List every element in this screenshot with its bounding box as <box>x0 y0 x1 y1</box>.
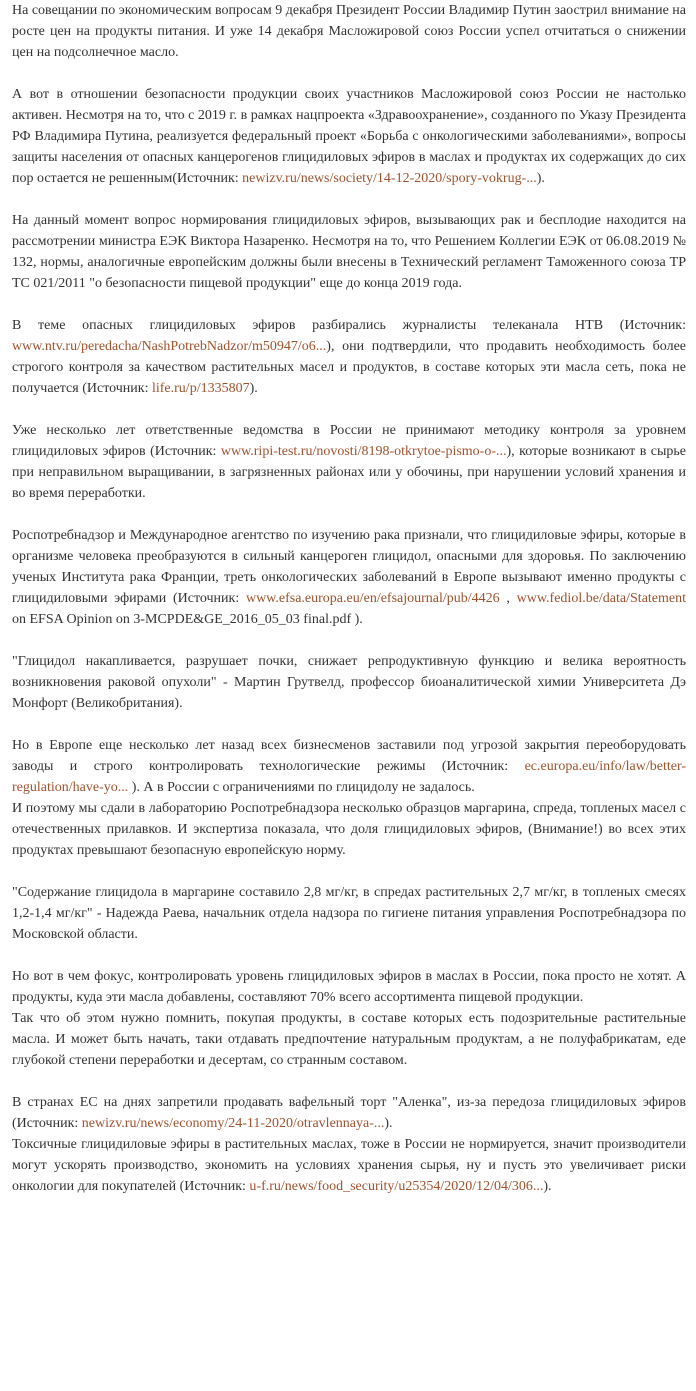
paragraph-text: Но вот в чем фокус, контролировать уровень глицидиловых эфиров в маслах в России, пока просто не хотят. А продукты, куда эти масла добавлены, составляют 70% всего ассортимента пищевой продукции. <box>12 969 686 1005</box>
source-link[interactable]: www.ripi-test.ru/novosti/8198-otkrytoe-pismo-o-... <box>220 444 507 459</box>
source-link[interactable]: www.efsa.europa.eu/en/efsajournal/pub/4426 <box>245 591 500 606</box>
paragraph-text: Токсичные глицидиловые эфиры в растительных маслах, тоже в России не нормируется, значит производители могут ускорять производство, экономить на условиях хранения сырья, ну и пусть это увеличивает риски онкологии для покупателей (Источник: <box>12 1137 686 1194</box>
paragraph-p1 <box>12 0 686 63</box>
paragraph-text: ). А в России с ограничениями по глицидолу не задалось. <box>128 780 475 795</box>
paragraph-text: ). <box>543 1179 552 1194</box>
paragraph-text: В теме опасных глицидиловых эфиров разбирались журналисты телеканала НТВ (Источник: <box>12 318 686 333</box>
source-link[interactable]: life.ru/p/1335807 <box>151 381 250 396</box>
source-link[interactable]: ec.europa.eu/info/law/better-regulation/have-yo... <box>12 759 686 795</box>
source-link[interactable]: newizv.ru/news/economy/24-11-2020/otravlennaya-... <box>81 1116 385 1131</box>
paragraph-p6 <box>12 525 686 630</box>
paragraph-text: ). <box>384 1116 393 1131</box>
paragraph-p11 <box>12 1092 686 1197</box>
paragraph-text: И поэтому мы сдали в лабораторию Роспотребнадзора несколько образцов маргарина, спреда, топленых масел с отечественных прилавков. И экспертиза показала, что доля глицидиловых эфиров, (Внимание!) во всех этих продуктах превышают безопасную европейскую норму. <box>12 801 686 858</box>
paragraph-text: on EFSA Opinion on 3-MCPDE&GE_2016_05_03 final.pdf ). <box>12 612 363 627</box>
paragraph-text: ), которые возникают в сырье при неправильном выращивании, в загрязненных районах или у обочины, при нарушении условий хранения и во время переработки. <box>12 444 686 501</box>
paragraph-text: , <box>499 591 517 606</box>
paragraph-text: ). <box>536 171 545 186</box>
paragraph-text: Но в Европе еще несколько лет назад всех бизнесменов заставили под угрозой закрытия переоборудовать заводы и строго контролировать технологические режимы (Источник: <box>12 738 686 774</box>
paragraph-text: А вот в отношении безопасности продукции своих участников Масложировой союз России не настолько активен. Несмотря на то, что с 2019 г. в рамках нацпроекта «Здравоохранение», созданного по Указу Президента РФ Владимира Путина, реализуется федеральный проект «Борьба с онкологическими заболеваниями», вопросы защиты населения от опасных канцерогенов глицидиловых эфиров в маслах и продуктах их содержащих до сих пор остается не решенным(Источник: <box>12 87 686 186</box>
paragraph-p10 <box>12 966 686 1071</box>
paragraph-text: ), они подтвердили, что продавить необходимость более строгого контроля за качеством растительных масел и продуктов, в составе которых эти масла сеть, пока не получается (Источник: <box>12 339 686 396</box>
paragraph-p4 <box>12 315 686 399</box>
paragraph-p7 <box>12 651 686 714</box>
paragraph-text: На данный момент вопрос нормирования глицидиловых эфиров, вызывающих рак и бесплодие находится на рассмотрении министра ЕЭК Виктора Назаренко. Несмотря на то, что Решением Коллегии ЕЭК от 06.08.2019 № 132, нормы, аналогичные европейским должны были внесены в Технический регламент Таможенного союза ТР ТС 021/2011 "о безопасности пищевой продукции" еще до конца 2019 года. <box>12 213 686 291</box>
paragraph-p3 <box>12 210 686 294</box>
paragraph-text: Роспотребнадзор и Международное агентство по изучению рака признали, что глицидиловые эфиры, которые в организме человека преобразуются в сильный канцероген глицидол, опасными для здоровья. По заключению ученых Института рака Франции, треть онкологических заболеваний в Европе вызывают именно продукты с глицидиловыми эфирами (Источник: <box>12 528 686 606</box>
source-link[interactable]: u-f.ru/news/food_security/u25354/2020/12/04/306... <box>249 1179 544 1194</box>
paragraph-p2 <box>12 84 686 189</box>
paragraph-text: "Содержание глицидола в маргарине составило 2,8 мг/кг, в спредах растительных 2,7 мг/кг, в топленых смесях 1,2-1,4 мг/кг" - Надежда Раева, начальник отдела надзора по гигиене питания управления Роспотребнадзора по Московской области. <box>12 885 686 942</box>
paragraph-p5 <box>12 420 686 504</box>
paragraph-text: В странах ЕС на днях запретили продавать вафельный торт "Аленка", из-за передоза глицидиловых эфиров (Источник: <box>12 1095 686 1131</box>
source-link[interactable]: www.ntv.ru/peredacha/NashPotrebNadzor/m50947/o6... <box>12 339 327 354</box>
paragraph-p8 <box>12 735 686 861</box>
paragraph-text: ). <box>249 381 258 396</box>
paragraph-text: "Глицидол накапливается, разрушает почки, снижает репродуктивную функцию и велика вероятность возникновения раковой опухоли" - Мартин Грутвелд, профессор биоаналитической химии Университета Дэ Монфорт (Великобритания). <box>12 654 686 711</box>
paragraph-text: Уже несколько лет ответственные ведомства в России не принимают методику контроля за уровнем глицидиловых эфиров (Источник: <box>12 423 686 459</box>
source-link[interactable]: newizv.ru/news/society/14-12-2020/spory-vokrug-... <box>242 171 537 186</box>
paragraph-text: Так что об этом нужно помнить, покупая продукты, в составе которых есть подозрительные растительные масла. И может быть начать, таки отдавать предпочтение натуральным продуктам, а не полуфабрикатам, еде глубокой степени переработки и десертам, со странным составом. <box>12 1011 686 1068</box>
source-link[interactable]: www.fediol.be/data/Statement <box>516 591 686 606</box>
paragraph-p9 <box>12 882 686 945</box>
paragraph-text: На совещании по экономическим вопросам 9 декабря Президент России Владимир Путин заострил внимание на росте цен на продукты питания. И уже 14 декабря Масложировой союз России успел отчитаться о снижении цен на подсолнечное масло. <box>12 3 686 60</box>
